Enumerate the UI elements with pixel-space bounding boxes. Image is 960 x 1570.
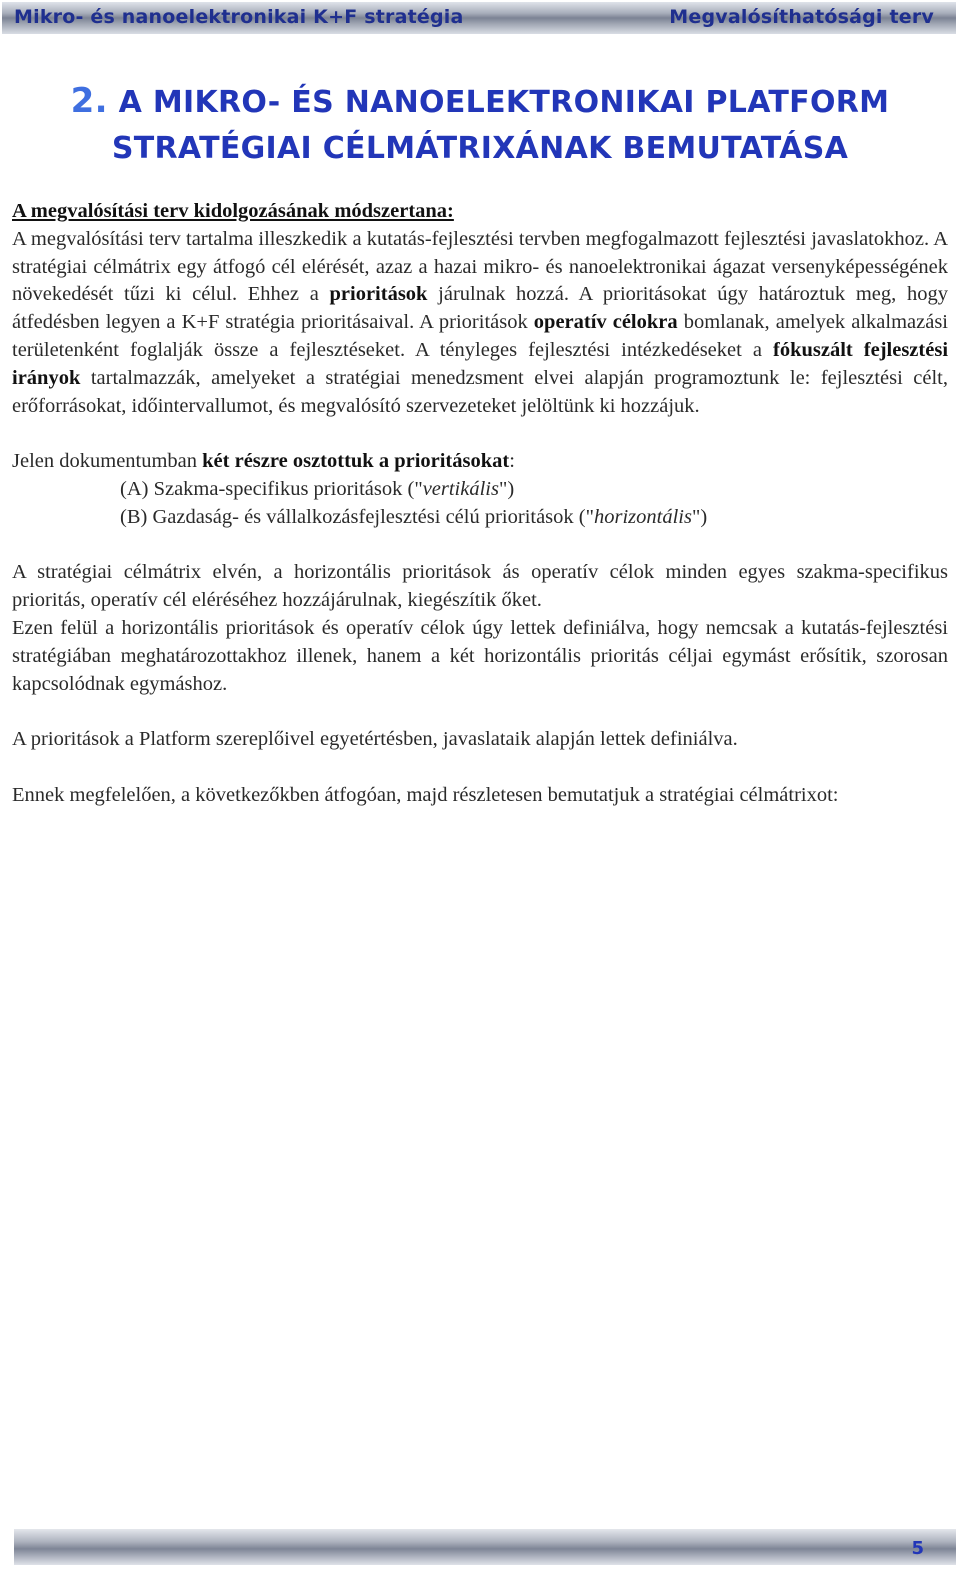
paragraph-text: :	[509, 450, 515, 473]
list-emphasis: horizontális	[593, 505, 692, 528]
page-header-band	[2, 2, 956, 34]
page-number: 5	[911, 1538, 924, 1559]
emphasis-operative-goals: operatív célokra	[533, 311, 678, 334]
horizontal-definition-paragraph: Ezen felül a horizontális prioritások és operatív célok úgy lettek definiálva, hogy nemcsak a kutatás-fejlesztési stratégiában meghatározottakhoz illenek, hanem a két horizontális prioritás céljai egymást erősítik, szorosan kapcsolódnak egymáshoz.	[12, 616, 948, 695]
list-text: (A) Szakma-specifikus prioritások ("	[120, 477, 423, 500]
emphasis-two-parts: két részre osztottuk a prioritásokat	[202, 450, 510, 473]
paragraph-text: járulnak hozzá. A prioritásokat úgy határoztuk meg, hogy átfedésben legyen a K+F stratégia prioritásaival. A prioritások	[12, 283, 948, 334]
platform-agreement-paragraph: A prioritások a Platform szereplőivel egyetértésben, javaslataik alapján lettek definiálva.	[12, 728, 738, 751]
list-text: ")	[498, 477, 515, 500]
paragraph-text: Jelen dokumentumban	[12, 450, 203, 473]
spacer	[12, 754, 948, 782]
section-heading: A megvalósítási terv kidolgozásának módszertana:	[12, 200, 454, 222]
emphasis-focused-directions: fókuszált fejlesztési irányok	[12, 338, 949, 389]
emphasis-priorities: prioritások	[329, 283, 428, 306]
chapter-title-line-2: STRATÉGIAI CÉLMÁTRIXÁNAK BEMUTATÁSA	[111, 131, 849, 166]
list-item-horizontal	[12, 504, 948, 532]
paragraph-text: A megvalósítási terv tartalma illeszkedik a kutatás-fejlesztési tervben megfogalmazott fejlesztési javaslatokhoz. A stratégiai célmátrix egy átfogó cél elérését, azaz a hazai mikro- és nanoelektronikai ágazat versenyképességének növekedését tűzi ki célul. Ehhez a	[12, 227, 948, 306]
closing-paragraph: Ennek megfelelően, a következőkben átfogóan, majd részletesen bemutatjuk a stratégiai célmátrixot:	[12, 783, 839, 806]
page-footer-band	[14, 1529, 956, 1565]
division-paragraph	[12, 448, 948, 476]
header-document-title: Mikro- és nanoelektronikai K+F stratégia	[14, 6, 464, 28]
list-item-vertical	[12, 476, 948, 504]
paragraph-text: bomlanak, amelyek alkalmazási területenként foglalják össze a fejlesztéseket. A tényleges fejlesztési intézkedéseket a	[12, 311, 949, 361]
chapter-title-line-1	[0, 78, 960, 126]
matrix-principle-paragraph: A stratégiai célmátrix elvén, a horizontális prioritások ás operatív célok minden egyes szakma-specifikus prioritás, operatív cél eléréséhez hozzájárulnak, kiegészítik őket.	[12, 561, 948, 612]
chapter-title-text-1: A MIKRO- ÉS NANOELEKTRONIKAI PLATFORM	[118, 85, 890, 120]
paragraph-text: tartalmazzák, amelyeket a stratégiai menedzsment elvei alapján programoztunk le: fejlesztési célt, erőforrásokat, időintervallumot, és megvalósító szervezeteket jelöltünk ki hozzájuk.	[12, 366, 948, 417]
header-document-type: Megvalósíthatósági terv	[669, 6, 934, 28]
spacer	[12, 698, 948, 726]
list-emphasis: vertikális	[422, 477, 499, 500]
list-text: ")	[691, 505, 708, 528]
chapter-title	[0, 78, 960, 172]
list-text: (B) Gazdaság- és vállalkozásfejlesztési célú prioritások ("	[120, 505, 594, 528]
chapter-number: 2.	[70, 81, 108, 121]
spacer	[12, 532, 948, 560]
body-content	[12, 198, 948, 810]
methodology-paragraph	[12, 226, 948, 421]
spacer	[12, 420, 948, 448]
